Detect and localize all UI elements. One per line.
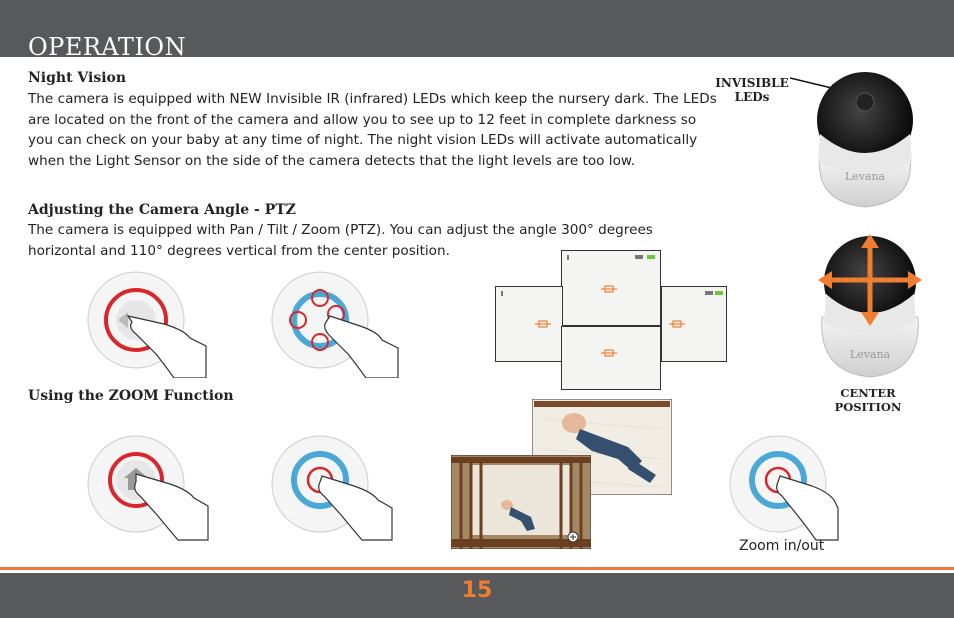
ptz-paragraph: The camera is equipped with Pan / Tilt / Zoom (PTZ). You can adjust the angle 300° degrees horizontal and 110° degrees vertical from the center position. bbox=[28, 222, 653, 259]
screen-crosshairs bbox=[495, 250, 727, 390]
dial-ptz-arrows bbox=[270, 268, 400, 378]
camera-image-center bbox=[800, 232, 940, 382]
photo-baby-wide bbox=[451, 455, 591, 549]
camera-brand-text-2: Levana bbox=[849, 348, 891, 361]
night-vision-paragraph: The camera is equipped with NEW Invisible IR (infrared) LEDs which keep the nursery dark. The LEDs are located on the front of the camera and allow you to see up to 12 feet in complete darkness so you can check on your baby at any time of night. The night vision LEDs will activate automatically when the Light Sensor on the side of the camera detects that the light levels are too low. bbox=[28, 91, 717, 169]
page-number: 15 bbox=[461, 578, 493, 603]
section-title: OPERATION bbox=[28, 33, 187, 61]
invisible-leds-label bbox=[708, 76, 796, 104]
zoom-caption: Zoom in/out bbox=[739, 538, 825, 554]
invisible-label-line1: INVISIBLE bbox=[715, 76, 789, 90]
dial-zoom-center bbox=[270, 432, 394, 542]
dial-ptz-red-ring bbox=[86, 268, 210, 378]
center-position-label: CENTER POSITION bbox=[834, 386, 902, 414]
dial-zoom-in-out bbox=[728, 432, 852, 542]
zoom-heading: Using the ZOOM Function bbox=[28, 388, 234, 404]
dial-zoom-home bbox=[86, 432, 210, 542]
invisible-label-line2: LEDs bbox=[734, 90, 770, 104]
footer-divider bbox=[0, 567, 954, 570]
night-vision-heading: Night Vision bbox=[28, 70, 127, 86]
camera-brand-text: Levana bbox=[844, 170, 886, 183]
ptz-heading: Adjusting the Camera Angle - PTZ bbox=[28, 202, 296, 218]
camera-image-top bbox=[790, 62, 940, 212]
